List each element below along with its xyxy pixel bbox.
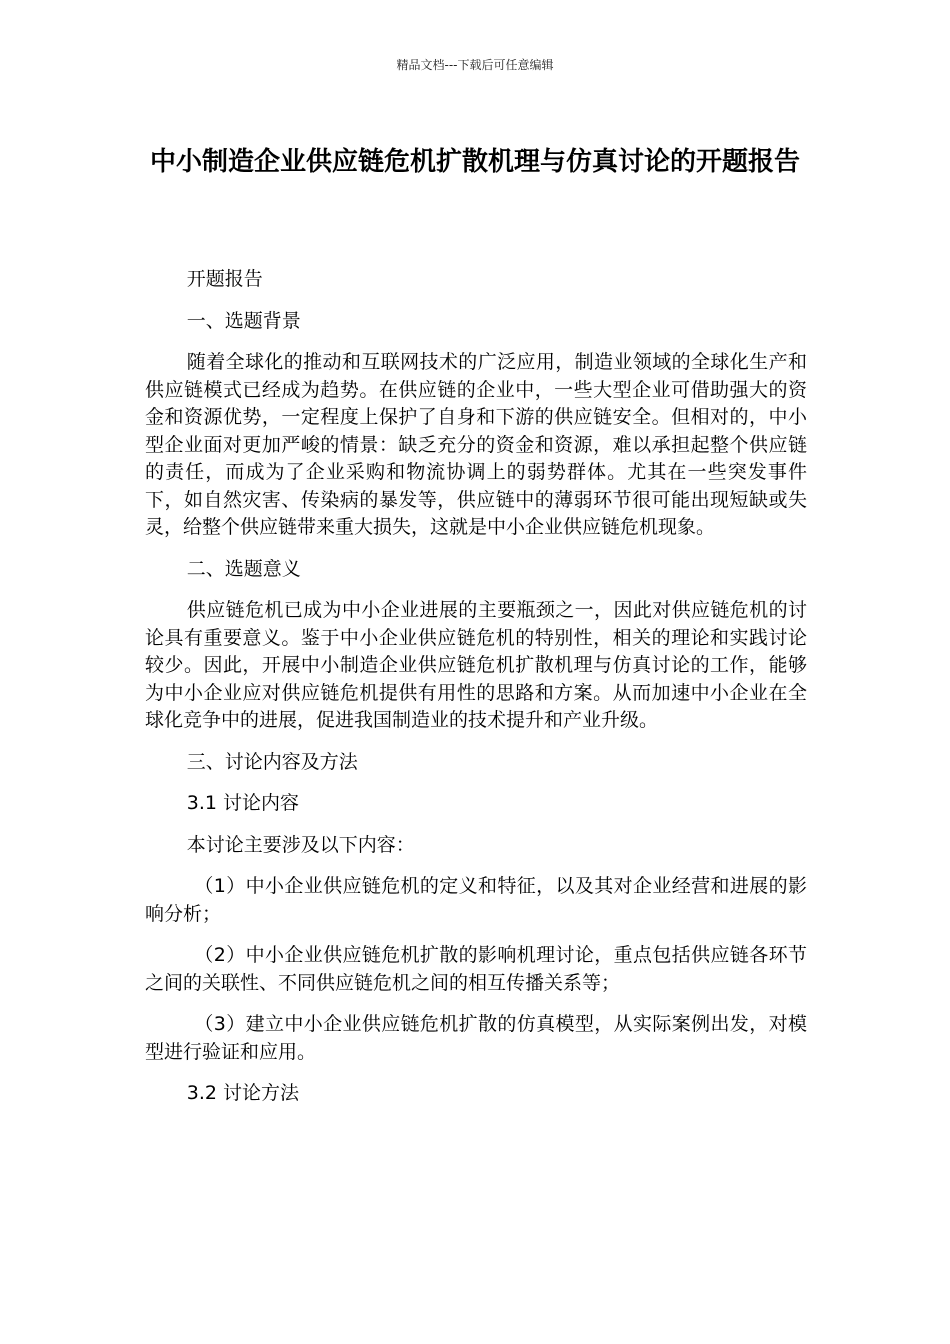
list-item-1: （1）中小企业供应链危机的定义和特征，以及其对企业经营和进展的影响分析； bbox=[145, 875, 807, 925]
section-heading-significance: 二、选题意义 bbox=[186, 557, 301, 580]
section-heading-background: 一、选题背景 bbox=[186, 309, 301, 332]
paragraph-significance: 供应链危机已成为中小企业进展的主要瓶颈之一，因此对供应链危机的讨论具有重要意义。鉴于中小企业供应链危机的特别性，相关的理论和实践讨论较少。因此，开展中小制造企业供应链危机扩散机理与仿真讨论的工作，能够为中小企业应对供应链危机提供有用性的思路和方案。从而加速中小企业在全球化竞争中的进展，促进我国制造业的技术提升和产业升级。 bbox=[145, 599, 807, 731]
section-label-proposal: 开题报告 bbox=[186, 268, 263, 290]
paragraph-content-intro: 本讨论主要涉及以下内容： bbox=[186, 833, 415, 856]
subsection-heading-method: 3.2 讨论方法 bbox=[186, 1082, 300, 1104]
list-item-3: （3）建立中小企业供应链危机扩散的仿真模型，从实际案例出发，对模型进行验证和应用。 bbox=[145, 1013, 807, 1063]
document-title: 中小制造企业供应链危机扩散机理与仿真讨论的开题报告 bbox=[149, 147, 800, 177]
paragraph-background: 随着全球化的推动和互联网技术的广泛应用，制造业领域的全球化生产和供应链模式已经成为趋势。在供应链的企业中，一些大型企业可借助强大的资金和资源优势，一定程度上保护了自身和下游的供应链安全。但相对的，中小型企业面对更加严峻的情景：缺乏充分的资金和资源，难以承担起整个供应链的责任，而成为了企业采购和物流协调上的弱势群体。尤其在一些突发事件下，如自然灾害、传染病的暴发等，供应链中的薄弱环节很可能出现短缺或失灵，给整个供应链带来重大损失，这就是中小企业供应链危机现象。 bbox=[145, 351, 807, 538]
page-header-watermark: 精品文档---下载后可任意编辑 bbox=[396, 58, 554, 72]
subsection-heading-content: 3.1 讨论内容 bbox=[186, 792, 300, 814]
section-heading-content-method: 三、讨论内容及方法 bbox=[186, 750, 358, 773]
list-item-2: （2）中小企业供应链危机扩散的影响机理讨论，重点包括供应链各环节之间的关联性、不同供应链危机之间的相互传播关系等； bbox=[145, 944, 807, 994]
document-body bbox=[145, 266, 807, 1122]
